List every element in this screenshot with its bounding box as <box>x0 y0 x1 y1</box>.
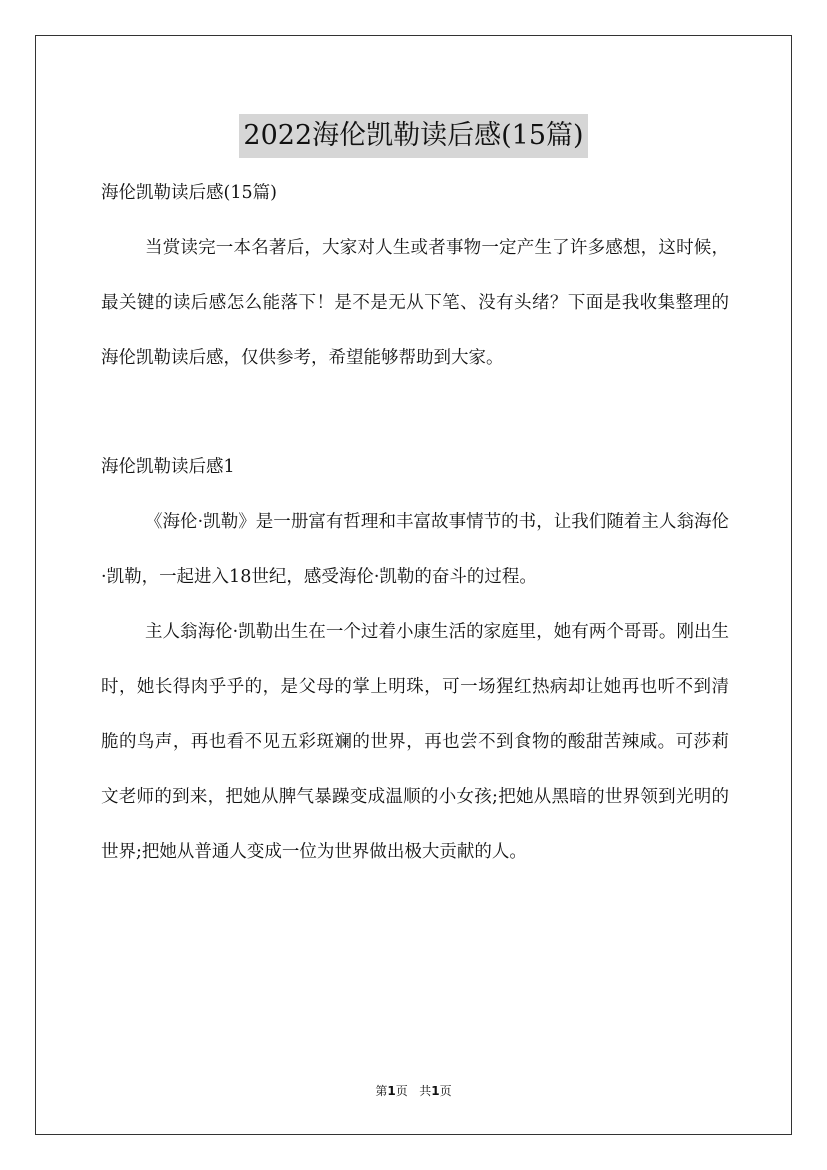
title-container <box>0 96 827 176</box>
section-heading: 海伦凯勒读后感1 <box>101 457 235 477</box>
total-suffix: 页 <box>439 1084 452 1098</box>
page-suffix: 页 <box>395 1084 408 1098</box>
page-prefix: 第 <box>375 1084 388 1098</box>
body-paragraph-2: 主人翁海伦·凯勒出生在一个过着小康生活的家庭里，她有两个哥哥。刚出生时，她长得肉乎乎的，是父母的掌上明珠，可一场猩红热病却让她再也听不到清脆的鸟声，再也看不见五彩斑斓的世界，再也尝不到食物的酸甜苦辣咸。可莎莉文老师的到来，把她从脾气暴躁变成温顺的小女孩;把她从黑暗的世界领到光明的世界;把她从普通人变成一位为世界做出极大贡献的人。 <box>101 622 729 862</box>
page-number: 1 <box>387 1084 396 1098</box>
total-pages: 1 <box>431 1084 440 1098</box>
section-spacer <box>101 386 729 440</box>
total-prefix: 共 <box>419 1084 432 1098</box>
page-footer <box>0 1082 827 1099</box>
document-subtitle: 海伦凯勒读后感(15篇) <box>101 183 277 203</box>
document-title: 2022海伦凯勒读后感(15篇) <box>239 114 587 158</box>
intro-paragraph: 当赏读完一本名著后，大家对人生或者事物一定产生了许多感想，这时候，最关键的读后感怎么能落下！是不是无从下笔、没有头绪？下面是我收集整理的海伦凯勒读后感，仅供参考，希望能够帮助到大家。 <box>101 238 729 368</box>
document-body <box>101 166 729 880</box>
body-paragraph-1: 《海伦·凯勒》是一册富有哲理和丰富故事情节的书，让我们随着主人翁海伦·凯勒，一起进入18世纪，感受海伦·凯勒的奋斗的过程。 <box>101 512 729 587</box>
